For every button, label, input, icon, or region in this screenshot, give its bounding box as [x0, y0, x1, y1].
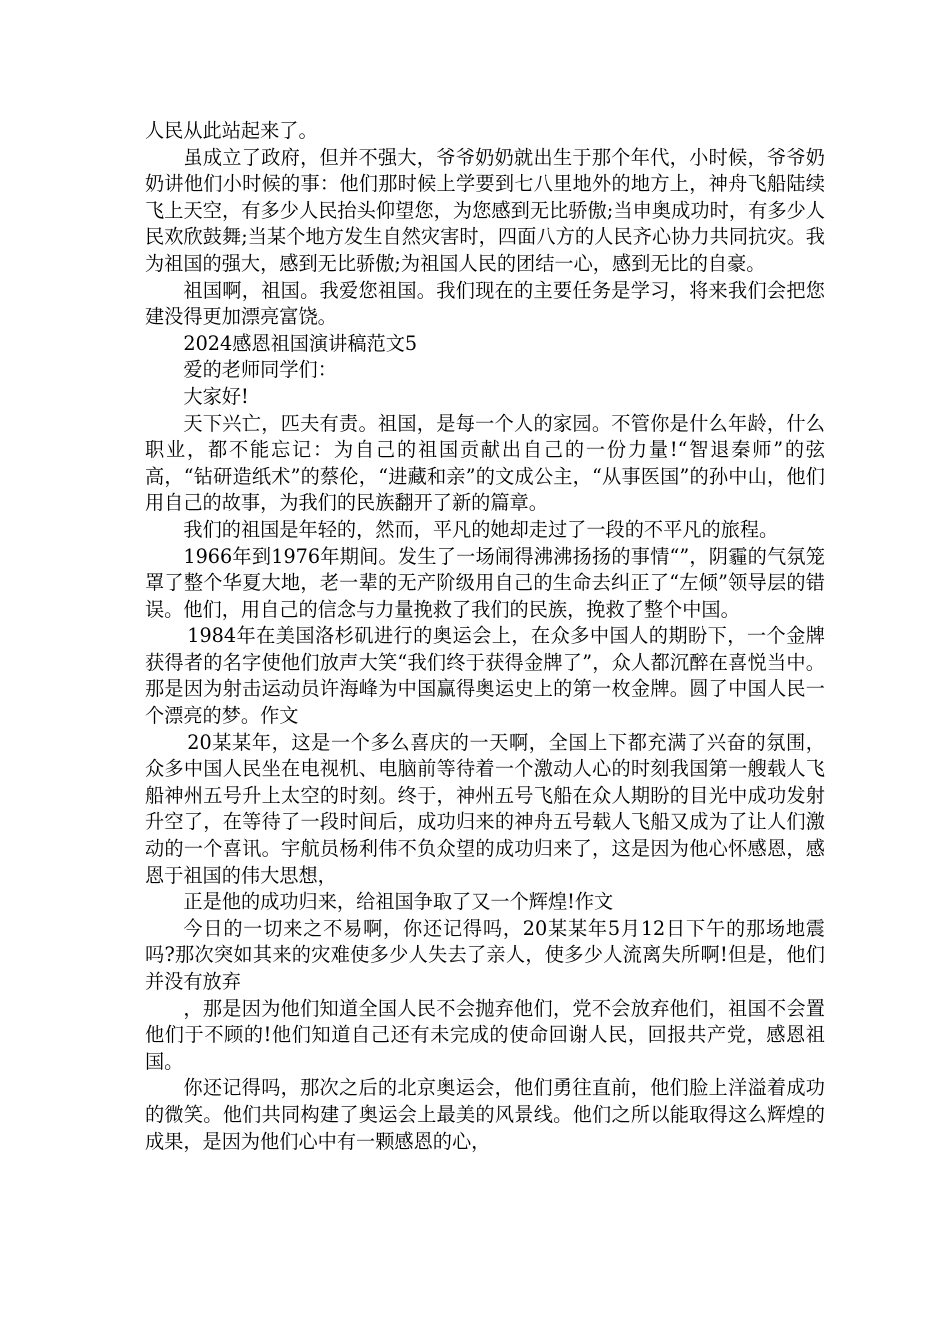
paragraph-glory: 正是他的成功归来，给祖国争取了又一个辉煌!作文	[183, 890, 614, 914]
section-title: 2024感恩祖国演讲稿范文5	[183, 331, 418, 355]
paragraph-continuation: 人民从此站起来了。	[145, 119, 318, 142]
paragraph-1966: 1966年到1976年期间。发生了一场闹得沸沸扬扬的事情“”，阴霾的气氛笼罩了整个华夏大地，老一辈的无产阶级用自己的生命去纠正了“左倾”领导层的错误。他们，用自己的信念与力量挽救了我们的民族，挽救了整个中国。	[145, 544, 825, 621]
paragraph-grandparents: 虽成立了政府，但并不强大，爷爷奶奶就出生于那个年代，小时候，爷爷奶奶讲他们小时候的事：他们那时候上学要到七八里地外的地方上，神舟飞船陆续飞上天空，有多少人民抬头仰望您，为您感到无比骄傲;当申奥成功时，有多少人民欢欣鼓舞;当某个地方发生自然灾害时，四面八方的人民齐心协力共同抗灾。我为祖国的强大，感到无比骄傲;为祖国人民的团结一心，感到无比的自豪。	[145, 145, 825, 275]
paragraph-1984-olympics: 1984年在美国洛杉矶进行的奥运会上，在众多中国人的期盼下，一个金牌获得者的名字使他们放声大笑“我们终于获得金牌了”，众人都沉醉在喜悦当中。那是因为射击运动员许海峰为中国赢得奥运史上的第一枚金牌。圆了中国人民一个漂亮的梦。作文	[145, 624, 825, 728]
paragraph-beijing-olympics: 你还记得吗，那次之后的北京奥运会，他们勇往直前，他们脸上洋溢着成功的微笑。他们共同构建了奥运会上最美的风景线。他们之所以能取得这么辉煌的成果，是因为他们心中有一颗感恩的心，	[145, 1076, 825, 1153]
paragraph-earthquake: 今日的一切来之不易啊，你还记得吗，20某某年5月12日下午的那场地震吗?那次突如其来的灾难使多少人失去了亲人，使多少人流离失所啊!但是，他们并没有放弃	[145, 916, 825, 993]
greeting: 大家好!	[183, 384, 249, 408]
paragraph-not-abandon: ，那是因为他们知道全国人民不会抛弃他们，党不会放弃他们，祖国不会置他们于不顾的!他们知道自己还有未完成的使命回谢人民，回报共产党，感恩祖国。	[145, 996, 825, 1073]
paragraph-young-motherland: 我们的祖国是年轻的，然而，平凡的她却走过了一段的不平凡的旅程。	[183, 517, 779, 541]
paragraph-responsibility: 天下兴亡，匹夫有责。祖国，是每一个人的家园。不管你是什么年龄，什么职业，都不能忘记：为自己的祖国贡献出自己的一份力量!“智退秦师”的弦高，“钻研造纸术”的蔡伦，“进藏和亲”的文成公主，“从事医国”的孙中山，他们用自己的故事，为我们的民族翻开了新的篇章。	[145, 411, 825, 515]
paragraph-love-motherland: 祖国啊，祖国。我爱您祖国。我们现在的主要任务是学习，将来我们会把您建没得更加漂亮富饶。	[145, 278, 825, 329]
document-page	[145, 118, 825, 1155]
paragraph-shenzhou: 20某某年，这是一个多么喜庆的一天啊，全国上下都充满了兴奋的氛围，众多中国人民坐在电视机、电脑前等待着一个激动人心的时刻我国第一艘载人飞船神州五号升上太空的时刻。终于，神州五号飞船在众人期盼的目光中成功发射升空了，在等待了一段时间后，成功归来的神舟五号载人飞船又成为了让人们激动的一个喜讯。宇航员杨利伟不负众望的成功归来了，这是因为他心怀感恩，感恩于祖国的伟大思想，	[145, 730, 825, 887]
salutation: 爱的老师同学们：	[183, 358, 337, 382]
